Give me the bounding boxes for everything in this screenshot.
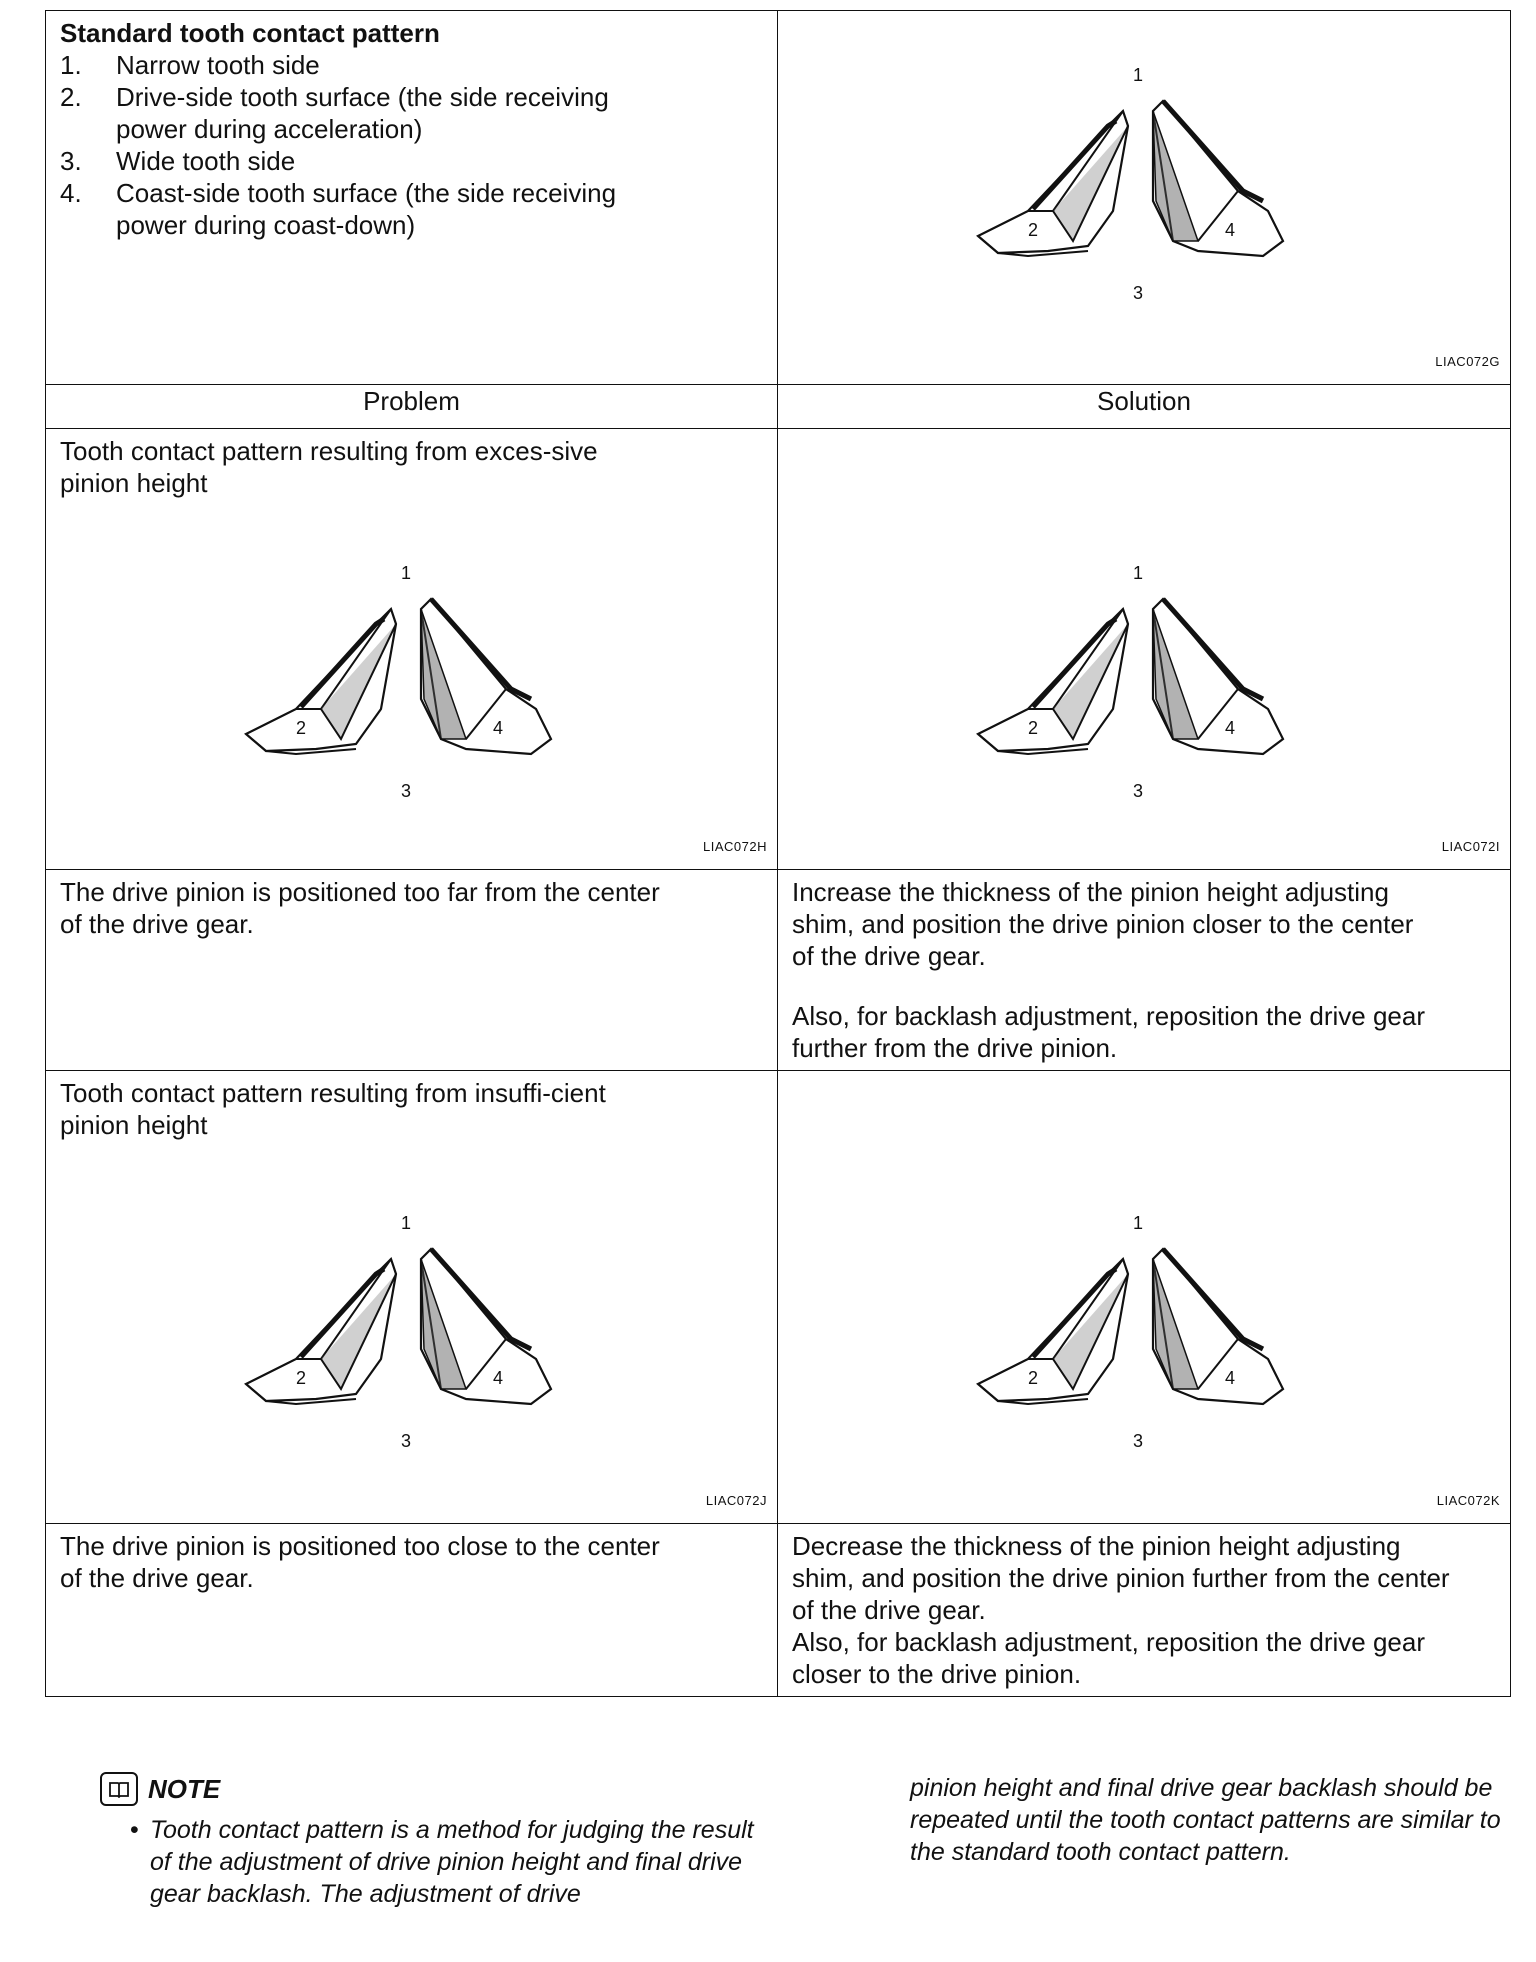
figure-code: LIAC072G bbox=[1435, 354, 1500, 369]
row2-solution-text-cell bbox=[778, 1524, 1511, 1697]
diagram-label: 3 bbox=[400, 781, 412, 801]
standard-legend-cell bbox=[46, 11, 778, 385]
decrease-shim-diagram bbox=[938, 1199, 1338, 1459]
problem-header: Problem bbox=[46, 385, 778, 429]
row1-solution-figure-cell bbox=[778, 429, 1511, 870]
diagram-label: 4 bbox=[1224, 1368, 1236, 1388]
insufficient-height-diagram bbox=[206, 1199, 606, 1459]
diagram-label: 4 bbox=[1224, 718, 1236, 738]
row2-problem-text-cell bbox=[46, 1524, 778, 1697]
figure-code: LIAC072J bbox=[705, 1493, 767, 1508]
diagram-label: 3 bbox=[1132, 283, 1144, 303]
note-heading: NOTE bbox=[100, 1772, 760, 1806]
diagram-label: 2 bbox=[295, 1368, 307, 1388]
standard-title: Standard tooth contact pattern bbox=[60, 18, 440, 48]
row2-problem-text: The drive pinion is positioned too close to the center of the drive gear. bbox=[60, 1531, 660, 1593]
legend-item: 2. Drive-side tooth surface (the side receiving power during acceleration) bbox=[60, 82, 609, 144]
legend-item: 4. Coast-side tooth surface (the side receiving power during coast-down) bbox=[60, 178, 617, 240]
tooth-contact-table bbox=[45, 10, 1511, 1697]
row2-solution-text: Decrease the thickness of the pinion height adjusting shim, and position the drive pinion further from the center of the drive gear. bbox=[792, 1531, 1450, 1625]
diagram-label: 1 bbox=[1132, 65, 1144, 85]
book-icon bbox=[100, 1772, 138, 1806]
row1-solution-text: Increase the thickness of the pinion height adjusting shim, and position the drive pinion closer to the center of the drive gear. bbox=[792, 877, 1414, 971]
diagram-label: 4 bbox=[492, 1368, 504, 1388]
note-bullet: • Tooth contact pattern is a method for judging the result of the adjustment of drive pinion height and final drive gear backlash. The adjustment of drive bbox=[130, 1814, 760, 1910]
legend-item: 3. Wide tooth side bbox=[60, 146, 296, 176]
excessive-height-diagram bbox=[206, 549, 606, 809]
row2-solution-backlash-text: Also, for backlash adjustment, reposition the drive gear closer to the drive pinion. bbox=[792, 1627, 1426, 1689]
diagram-label: 1 bbox=[400, 563, 412, 583]
note-list bbox=[100, 1814, 760, 1910]
diagram-label: 1 bbox=[1132, 563, 1144, 583]
note-continued-text: pinion height and final drive gear backlash should be repeated until the tooth contact patterns are similar to the standard tooth contact pattern. bbox=[910, 1774, 1501, 1866]
note-block bbox=[100, 1772, 760, 1910]
increase-shim-diagram bbox=[938, 549, 1338, 809]
diagram-label: 3 bbox=[1132, 1431, 1144, 1451]
diagram-label: 1 bbox=[1132, 1213, 1144, 1233]
diagram-label: 3 bbox=[1132, 781, 1144, 801]
diagram-label: 4 bbox=[492, 718, 504, 738]
solution-header: Solution bbox=[778, 385, 1511, 429]
legend-item: 1. Narrow tooth side bbox=[60, 50, 320, 80]
diagram-label: 3 bbox=[400, 1431, 412, 1451]
row2-problem-title: Tooth contact pattern resulting from insuffi-cient pinion height bbox=[60, 1078, 606, 1140]
diagram-label: 2 bbox=[1027, 1368, 1039, 1388]
diagram-label: 2 bbox=[295, 718, 307, 738]
row2-problem-figure-cell bbox=[46, 1071, 778, 1524]
diagram-label: 2 bbox=[1027, 220, 1039, 240]
figure-code: LIAC072I bbox=[1441, 839, 1500, 854]
row1-problem-title: Tooth contact pattern resulting from exces-sive pinion height bbox=[60, 436, 598, 498]
row1-solution-text-cell bbox=[778, 870, 1511, 1071]
diagram-label: 4 bbox=[1224, 220, 1236, 240]
standard-contact-diagram bbox=[938, 51, 1338, 311]
figure-code: LIAC072K bbox=[1436, 1493, 1500, 1508]
diagram-label: 1 bbox=[400, 1213, 412, 1233]
row1-solution-backlash-text: Also, for backlash adjustment, reposition the drive gear further from the drive pinion. bbox=[792, 1001, 1426, 1063]
row1-problem-figure-cell bbox=[46, 429, 778, 870]
row1-problem-text-cell bbox=[46, 870, 778, 1071]
legend-list bbox=[60, 49, 765, 241]
standard-figure-cell bbox=[778, 11, 1511, 385]
figure-code: LIAC072H bbox=[703, 839, 767, 854]
row1-problem-text: The drive pinion is positioned too far from the center of the drive gear. bbox=[60, 877, 660, 939]
diagram-label: 2 bbox=[1027, 718, 1039, 738]
row2-solution-figure-cell bbox=[778, 1071, 1511, 1524]
